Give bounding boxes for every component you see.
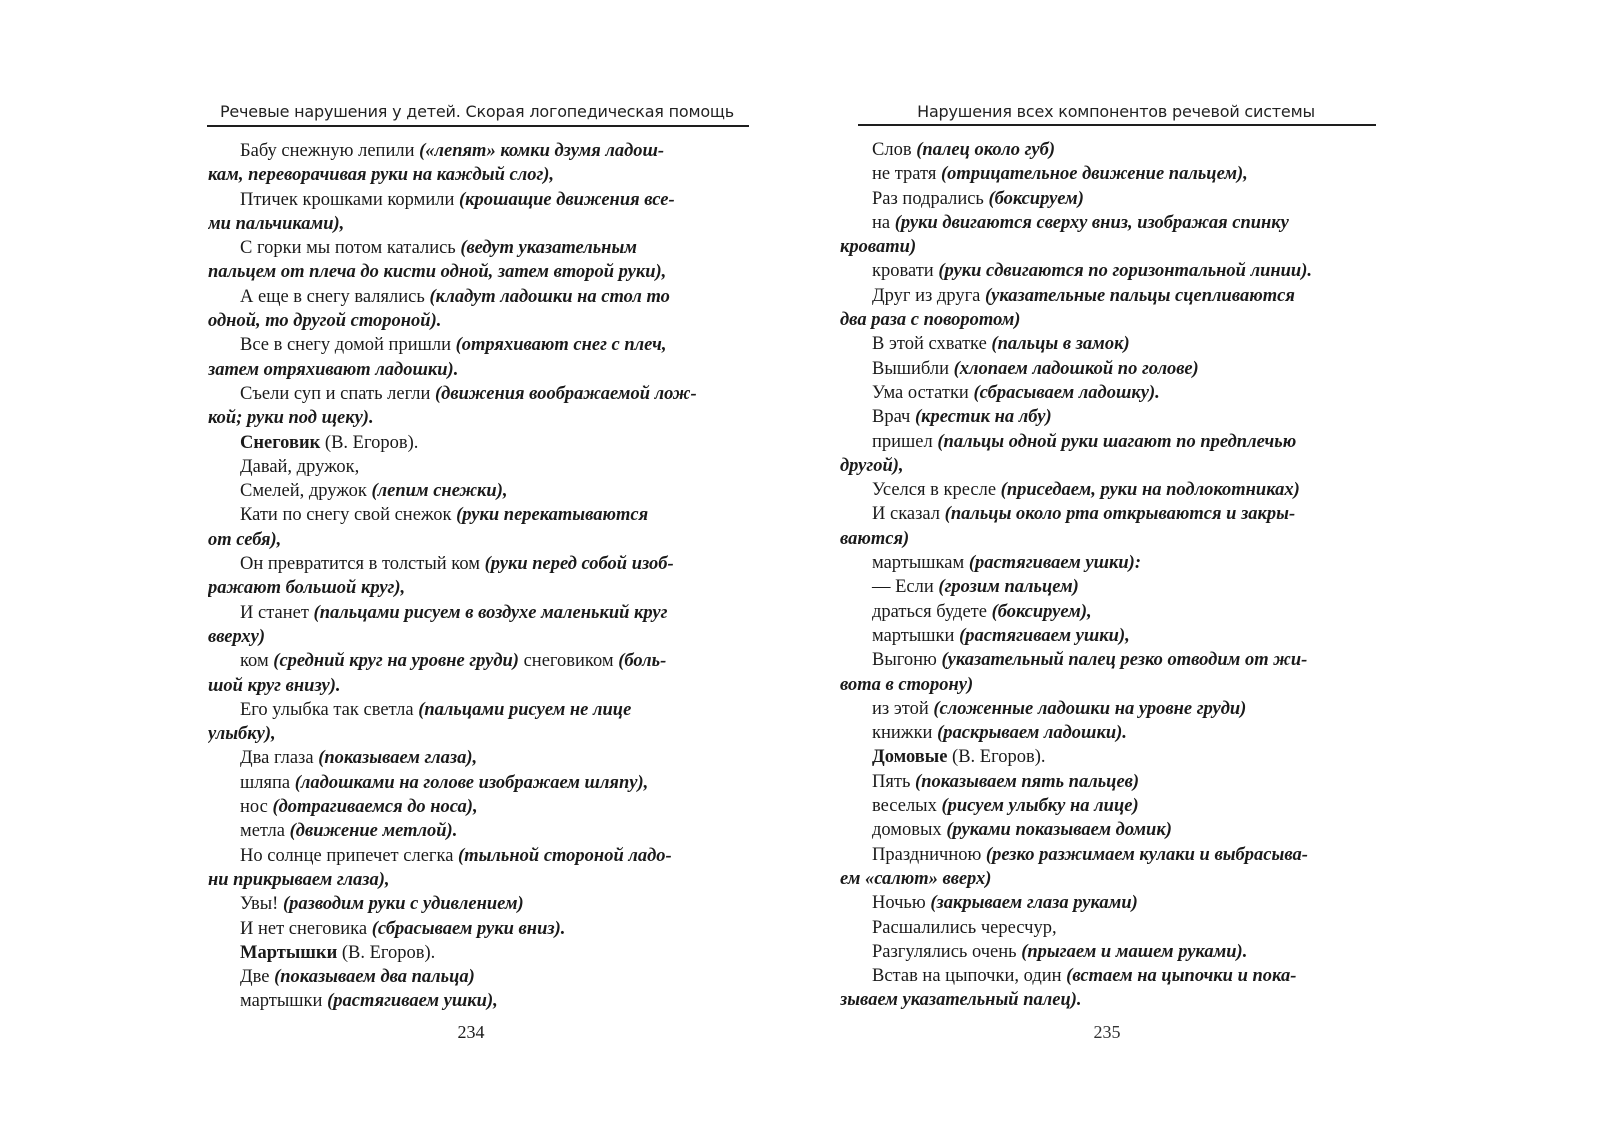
text-line <box>840 745 1375 769</box>
gesture-instruction: другой), <box>840 455 904 476</box>
text-line <box>840 988 1375 1012</box>
verse-text: Две <box>240 967 275 988</box>
verse-text: Разгулялись очень <box>872 941 1022 962</box>
poem-title: Снеговик <box>240 432 321 453</box>
header-rule <box>858 124 1376 126</box>
gesture-instruction: (руки перекатываются <box>456 505 649 526</box>
verse-text: С горки мы потом катались <box>240 238 461 259</box>
verse-text: Пять <box>872 771 916 792</box>
verse-text: ком <box>240 651 274 672</box>
gesture-instruction: (встаем на цыпочки и пока- <box>1066 966 1297 987</box>
text-line <box>208 382 748 406</box>
gesture-instruction: кровати) <box>840 237 917 258</box>
gesture-instruction: кам, переворачивая руки на каждый слог), <box>208 165 555 186</box>
gesture-instruction: (пальцы одной руки шагают по предплечью <box>937 431 1297 452</box>
gesture-instruction: (руками показываем домик) <box>946 820 1172 841</box>
text-line <box>208 188 748 212</box>
gesture-instruction: (показываем два пальца) <box>274 967 475 988</box>
verse-text: мартышкам <box>872 553 969 574</box>
gesture-instruction: (боль- <box>618 651 667 672</box>
gesture-instruction: от себя), <box>208 529 282 550</box>
right-page <box>800 0 1601 1132</box>
gesture-instruction: (приседаем, руки на подлокотниках) <box>1000 480 1300 501</box>
gesture-instruction: (палец около губ) <box>916 140 1056 160</box>
verse-text: веселых <box>872 796 942 817</box>
text-line <box>840 648 1375 672</box>
verse-text: Его улыбка так светла <box>240 699 419 720</box>
verse-text: книжки <box>872 723 938 744</box>
text-line <box>208 965 748 989</box>
gesture-instruction: (хлопаем ладошкой по голове) <box>953 358 1199 379</box>
page-body <box>840 138 1375 1013</box>
text-line <box>208 819 748 843</box>
gesture-instruction: (сбрасываем ладошку). <box>973 382 1160 403</box>
text-line <box>840 357 1375 381</box>
gesture-instruction: (сбрасываем руки вниз). <box>371 918 566 939</box>
gesture-instruction: (прыгаем и машем руками). <box>1021 941 1248 962</box>
text-line <box>208 139 748 163</box>
poem-title: Мартышки <box>240 942 338 963</box>
verse-text: Ночью <box>872 893 931 914</box>
text-line <box>208 601 748 625</box>
gesture-instruction: ражают большой круг), <box>208 578 406 599</box>
gesture-instruction: (пальцы около рта открываются и закры- <box>944 504 1296 525</box>
verse-text: Ума остатки <box>872 382 974 403</box>
gesture-instruction: ем «салют» вверх) <box>840 868 992 889</box>
gesture-instruction: (боксируем), <box>991 601 1092 622</box>
text-line <box>208 309 748 333</box>
text-line <box>840 964 1375 988</box>
verse-text: на <box>872 212 895 233</box>
running-header: Нарушения всех компонентов речевой системы <box>917 102 1315 121</box>
verse-text: драться будете <box>872 601 992 622</box>
verse-text: Праздничною <box>872 844 986 865</box>
gesture-instruction: (отрицательное движение пальцем), <box>941 164 1248 185</box>
verse-text: Два глаза <box>240 748 319 769</box>
text-line <box>840 721 1375 745</box>
gesture-instruction: пальцем от плеча до кисти одной, затем второй руки), <box>208 262 667 283</box>
text-line <box>840 673 1375 697</box>
verse-text: мартышки <box>872 625 960 646</box>
verse-text: — Если <box>872 577 939 598</box>
poem-title: Домовые <box>872 747 948 768</box>
text-line <box>208 941 748 965</box>
gesture-instruction: (пальцами рисуем не лице <box>418 699 632 720</box>
verse-text: Он превратится в толстый ком <box>240 554 485 575</box>
text-line <box>208 479 748 503</box>
left-page <box>0 0 800 1132</box>
gesture-instruction: (лепим снежки), <box>371 481 508 502</box>
verse-text: мартышки <box>240 991 328 1012</box>
text-line <box>208 406 748 430</box>
text-line <box>840 308 1375 332</box>
gesture-instruction: (резко разжимаем кулаки и выбрасыва- <box>985 844 1308 865</box>
text-line <box>208 722 748 746</box>
text-line <box>840 818 1375 842</box>
verse-text: Птичек крошками кормили <box>240 189 459 210</box>
gesture-instruction: (крестик на лбу) <box>915 407 1052 428</box>
text-line <box>208 260 748 284</box>
text-line <box>840 284 1375 308</box>
verse-text: В этой схватке <box>872 334 992 355</box>
header-rule <box>207 125 749 127</box>
verse-text: снеговиком <box>518 651 619 672</box>
verse-text: домовых <box>872 820 947 841</box>
verse-text: Давай, дружок, <box>240 456 360 477</box>
text-line <box>840 600 1375 624</box>
text-line <box>208 892 748 916</box>
text-line <box>840 940 1375 964</box>
verse-text: пришел <box>872 431 938 452</box>
gesture-instruction: (пальцы в замок) <box>991 334 1130 355</box>
page-number: 234 <box>457 1022 485 1042</box>
text-line <box>840 624 1375 648</box>
gesture-instruction: (растягиваем ушки), <box>327 991 498 1012</box>
gesture-instruction: (средний круг на уровне груди) <box>273 651 519 672</box>
verse-text: шляпа <box>240 772 295 793</box>
text-line <box>840 794 1375 818</box>
text-line <box>208 746 748 770</box>
text-line <box>208 844 748 868</box>
verse-text: И нет снеговика <box>240 918 372 939</box>
gesture-instruction: (показываем пять пальцев) <box>915 771 1140 792</box>
text-line <box>840 430 1375 454</box>
gesture-instruction: (руки сдвигаются по горизонтальной линии). <box>938 261 1312 282</box>
text-line <box>208 455 748 479</box>
verse-text: не тратя <box>872 164 942 185</box>
verse-text: Встав на цыпочки, один <box>872 966 1067 987</box>
text-line <box>840 454 1375 478</box>
text-line <box>840 332 1375 356</box>
verse-text: Расшалились чересчур, <box>872 917 1057 938</box>
verse-text: Уселся в кресле <box>872 480 1001 501</box>
text-line <box>840 138 1375 162</box>
text-line <box>208 625 748 649</box>
text-line <box>840 916 1375 940</box>
gesture-instruction: вота в сторону) <box>840 674 974 695</box>
text-line <box>840 187 1375 211</box>
verse-text: Врач <box>872 407 915 428</box>
verse-text: И сказал <box>872 504 945 525</box>
text-line <box>208 698 748 722</box>
verse-text: нос <box>240 797 273 818</box>
gesture-instruction: (пальцами рисуем в воздухе маленький круг <box>313 602 668 623</box>
verse-text: кровати <box>872 261 939 282</box>
text-line <box>840 575 1375 599</box>
verse-text: (В. Егоров). <box>947 747 1046 768</box>
verse-text: из этой <box>872 698 934 719</box>
verse-text: Но солнце припечет слегка <box>240 845 459 866</box>
verse-text: Кати по снегу свой снежок <box>240 505 457 526</box>
gesture-instruction: (движения воображаемой лож- <box>434 383 697 404</box>
gesture-instruction: (руки двигаются сверху вниз, изображая спинку <box>894 212 1289 233</box>
text-line <box>208 212 748 236</box>
text-line <box>208 917 748 941</box>
gesture-instruction: зываем указательный палец). <box>840 990 1082 1011</box>
verse-text: Слов <box>872 140 917 160</box>
text-line <box>208 989 748 1013</box>
text-line <box>840 697 1375 721</box>
gesture-instruction: (показываем глаза), <box>318 748 478 769</box>
text-line <box>208 333 748 357</box>
verse-text: Вышибли <box>872 358 954 379</box>
gesture-instruction: (руки перед собой изоб- <box>484 554 674 575</box>
gesture-instruction: (крошащие движения все- <box>459 189 675 210</box>
text-line <box>840 211 1375 235</box>
gesture-instruction: (отряхивают снег с плеч, <box>455 335 667 356</box>
gesture-instruction: одной, то другой стороной). <box>208 311 442 332</box>
gesture-instruction: (движение метлой). <box>289 821 458 842</box>
verse-text: А еще в снегу валялись <box>240 286 430 307</box>
text-line <box>208 358 748 382</box>
text-line <box>840 502 1375 526</box>
text-line <box>840 381 1375 405</box>
text-line <box>208 771 748 795</box>
gesture-instruction: (указательный палец резко отводим от жи- <box>941 650 1308 671</box>
text-line <box>840 770 1375 794</box>
text-line <box>208 576 748 600</box>
gesture-instruction: ни прикрываем глаза), <box>208 869 390 890</box>
gesture-instruction: (растягиваем ушки), <box>959 625 1130 646</box>
text-line <box>208 503 748 527</box>
text-line <box>840 891 1375 915</box>
verse-text: Раз подрались <box>872 188 989 209</box>
text-line <box>840 867 1375 891</box>
text-line <box>840 527 1375 551</box>
gesture-instruction: (боксируем) <box>988 188 1084 209</box>
gesture-instruction: (тыльной стороной ладо- <box>458 845 672 866</box>
text-line <box>208 674 748 698</box>
text-line <box>840 478 1375 502</box>
text-line <box>208 285 748 309</box>
gesture-instruction: (растягиваем ушки): <box>968 553 1141 574</box>
gesture-instruction: кой; руки под щеку). <box>208 408 374 429</box>
verse-text: Смелей, дружок <box>240 481 372 502</box>
gesture-instruction: («лепят» комки дзумя ладош- <box>419 141 665 161</box>
text-line <box>208 868 748 892</box>
gesture-instruction: (раскрываем ладошки). <box>937 723 1127 744</box>
text-line <box>208 431 748 455</box>
verse-text: Бабу снежную лепили <box>240 141 420 161</box>
verse-text: (В. Егоров). <box>337 942 436 963</box>
gesture-instruction: (сложенные ладошки на уровне груди) <box>933 698 1247 719</box>
gesture-instruction: (кладут ладошки на стол то <box>429 286 670 307</box>
gesture-instruction: (закрываем глаза руками) <box>930 893 1138 914</box>
verse-text: (В. Егоров). <box>320 432 419 453</box>
text-line <box>208 163 748 187</box>
verse-text: Выгоню <box>872 650 942 671</box>
text-line <box>840 551 1375 575</box>
text-line <box>840 162 1375 186</box>
text-line <box>208 528 748 552</box>
gesture-instruction: (ладошками на голове изображаем шляпу), <box>294 772 649 793</box>
verse-text: Все в снегу домой пришли <box>240 335 456 356</box>
gesture-instruction: два раза с поворотом) <box>840 310 1021 331</box>
text-line <box>208 649 748 673</box>
text-line <box>840 235 1375 259</box>
verse-text: Друг из друга <box>872 285 986 306</box>
text-line <box>208 795 748 819</box>
verse-text: Увы! <box>240 894 283 915</box>
gesture-instruction: ваются) <box>840 528 910 549</box>
gesture-instruction: шой круг внизу). <box>208 675 341 696</box>
gesture-instruction: улыбку), <box>208 724 276 745</box>
verse-text: Съели суп и спать легли <box>240 383 435 404</box>
page-body <box>208 139 748 1014</box>
verse-text: метла <box>240 821 290 842</box>
gesture-instruction: (ведут указательным <box>460 238 637 259</box>
gesture-instruction: (грозим пальцем) <box>938 577 1079 598</box>
gesture-instruction: (рисуем улыбку на лице) <box>941 796 1139 817</box>
text-line <box>208 552 748 576</box>
text-line <box>840 843 1375 867</box>
gesture-instruction: вверху) <box>208 626 266 647</box>
gesture-instruction: (указательные пальцы сцепливаются <box>985 285 1295 306</box>
text-line <box>208 236 748 260</box>
running-header: Речевые нарушения у детей. Скорая логопедическая помощь <box>219 102 735 121</box>
text-line <box>840 405 1375 429</box>
page-number: 235 <box>1093 1022 1121 1042</box>
gesture-instruction: (дотрагиваемся до носа), <box>272 797 478 818</box>
verse-text: И станет <box>240 602 314 623</box>
gesture-instruction: ми пальчиками), <box>208 213 345 234</box>
gesture-instruction: (разводим руки с удивлением) <box>282 894 524 915</box>
gesture-instruction: затем отряхивают ладошки). <box>208 359 459 380</box>
text-line <box>840 259 1375 283</box>
